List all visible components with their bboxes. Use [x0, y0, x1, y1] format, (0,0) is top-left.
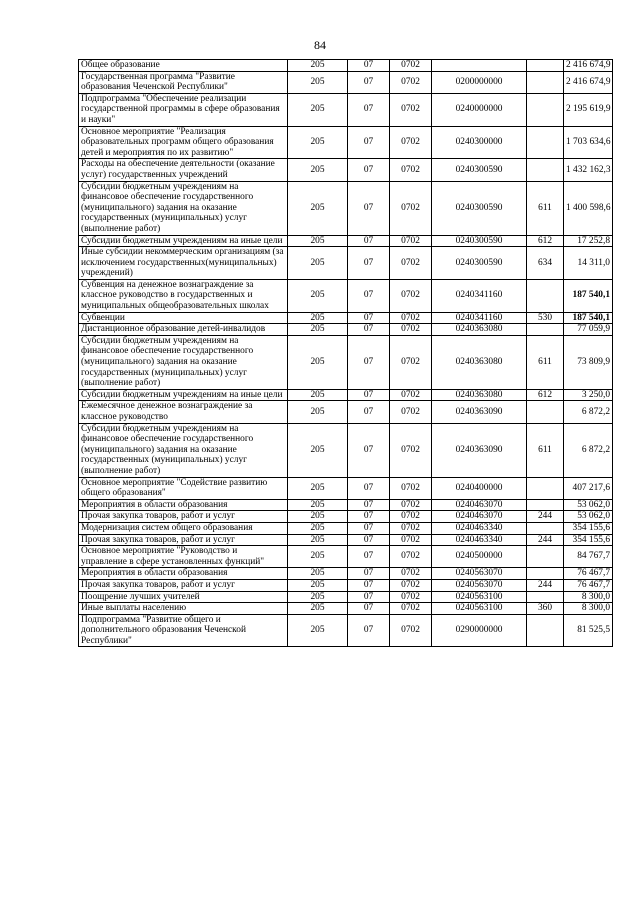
row-subsection-code: 0702	[390, 60, 432, 72]
row-department-code: 205	[288, 389, 348, 401]
row-section-code: 07	[348, 477, 390, 499]
row-name: Основное мероприятие "Руководство и управление в сфере установленных функций"	[79, 546, 288, 568]
row-expense-type: 244	[527, 579, 564, 591]
row-amount: 3 250,0	[564, 389, 613, 401]
row-name: Ежемесячное денежное вознаграждение за классное руководство	[79, 401, 288, 423]
row-subsection-code: 0702	[390, 477, 432, 499]
row-target-article: 0240300590	[432, 159, 527, 181]
row-department-code: 205	[288, 93, 348, 126]
row-department-code: 205	[288, 181, 348, 235]
row-target-article: 0240563070	[432, 579, 527, 591]
table-row	[79, 423, 613, 477]
row-amount: 354 155,6	[564, 522, 613, 534]
row-name: Государственная программа "Развитие образования Чеченской Республики"	[79, 71, 288, 93]
row-subsection-code: 0702	[390, 126, 432, 159]
row-amount: 187 540,1	[564, 312, 613, 324]
row-target-article: 0240563100	[432, 603, 527, 615]
row-name: Подпрограмма "Развитие общего и дополнительного образования Чеченской Республики"	[79, 614, 288, 647]
row-subsection-code: 0702	[390, 511, 432, 523]
row-subsection-code: 0702	[390, 579, 432, 591]
row-amount: 17 252,8	[564, 235, 613, 247]
row-amount: 84 767,7	[564, 546, 613, 568]
row-amount: 76 467,7	[564, 579, 613, 591]
row-name: Поощрение лучших учителей	[79, 591, 288, 603]
row-target-article: 0240363090	[432, 423, 527, 477]
row-subsection-code: 0702	[390, 568, 432, 580]
row-name: Прочая закупка товаров, работ и услуг	[79, 511, 288, 523]
row-amount: 1 400 598,6	[564, 181, 613, 235]
row-target-article: 0290000000	[432, 614, 527, 647]
row-expense-type	[527, 60, 564, 72]
row-subsection-code: 0702	[390, 181, 432, 235]
row-section-code: 07	[348, 614, 390, 647]
row-expense-type: 360	[527, 603, 564, 615]
row-section-code: 07	[348, 591, 390, 603]
row-department-code: 205	[288, 546, 348, 568]
row-subsection-code: 0702	[390, 235, 432, 247]
table-row	[79, 126, 613, 159]
table-row	[79, 279, 613, 312]
row-expense-type	[527, 126, 564, 159]
row-expense-type: 611	[527, 181, 564, 235]
row-amount: 1 432 162,3	[564, 159, 613, 181]
row-amount: 2 416 674,9	[564, 60, 613, 72]
table-row	[79, 181, 613, 235]
row-name: Субсидии бюджетным учреждениям на финансовое обеспечение государственного (муниципального) задания на оказание государственных (муниципальных) услуг (выполнение работ)	[79, 181, 288, 235]
row-target-article	[432, 60, 527, 72]
row-expense-type	[527, 591, 564, 603]
row-section-code: 07	[348, 423, 390, 477]
row-expense-type	[527, 159, 564, 181]
row-department-code: 205	[288, 159, 348, 181]
row-section-code: 07	[348, 235, 390, 247]
row-target-article: 0240300590	[432, 235, 527, 247]
row-amount: 73 809,9	[564, 335, 613, 389]
row-amount: 2 416 674,9	[564, 71, 613, 93]
row-name: Мероприятия в области образования	[79, 568, 288, 580]
row-department-code: 205	[288, 324, 348, 336]
row-department-code: 205	[288, 477, 348, 499]
row-department-code: 205	[288, 235, 348, 247]
row-expense-type	[527, 614, 564, 647]
row-section-code: 07	[348, 324, 390, 336]
table-row	[79, 93, 613, 126]
row-amount: 8 300,0	[564, 591, 613, 603]
row-subsection-code: 0702	[390, 423, 432, 477]
row-department-code: 205	[288, 335, 348, 389]
row-expense-type: 612	[527, 389, 564, 401]
row-department-code: 205	[288, 614, 348, 647]
row-name: Модернизация систем общего образования	[79, 522, 288, 534]
row-department-code: 205	[288, 126, 348, 159]
row-name: Расходы на обеспечение деятельности (оказание услуг) государственных учреждений	[79, 159, 288, 181]
row-section-code: 07	[348, 522, 390, 534]
row-subsection-code: 0702	[390, 159, 432, 181]
row-expense-type	[527, 324, 564, 336]
row-target-article: 0240463340	[432, 534, 527, 546]
row-target-article: 0240300590	[432, 181, 527, 235]
row-target-article: 0240563100	[432, 591, 527, 603]
row-name: Мероприятия в области образования	[79, 499, 288, 511]
row-section-code: 07	[348, 312, 390, 324]
row-expense-type	[527, 477, 564, 499]
row-expense-type: 612	[527, 235, 564, 247]
row-target-article: 0240363080	[432, 324, 527, 336]
row-amount: 53 062,0	[564, 499, 613, 511]
row-target-article: 0240363080	[432, 335, 527, 389]
row-amount: 407 217,6	[564, 477, 613, 499]
row-name: Иные субсидии некоммерческим организациям (за исключением государственных(муниципальных) учреждений)	[79, 247, 288, 280]
table-row	[79, 389, 613, 401]
row-target-article: 0240300590	[432, 247, 527, 280]
row-amount: 6 872,2	[564, 423, 613, 477]
row-department-code: 205	[288, 279, 348, 312]
row-department-code: 205	[288, 579, 348, 591]
row-subsection-code: 0702	[390, 71, 432, 93]
row-subsection-code: 0702	[390, 591, 432, 603]
table-row	[79, 312, 613, 324]
row-department-code: 205	[288, 60, 348, 72]
row-target-article: 0240500000	[432, 546, 527, 568]
row-target-article: 0240463070	[432, 499, 527, 511]
row-amount: 81 525,5	[564, 614, 613, 647]
table-row	[79, 60, 613, 72]
row-subsection-code: 0702	[390, 312, 432, 324]
row-section-code: 07	[348, 534, 390, 546]
row-section-code: 07	[348, 247, 390, 280]
row-subsection-code: 0702	[390, 247, 432, 280]
row-expense-type: 634	[527, 247, 564, 280]
row-subsection-code: 0702	[390, 324, 432, 336]
row-department-code: 205	[288, 401, 348, 423]
row-section-code: 07	[348, 159, 390, 181]
table-row	[79, 511, 613, 523]
row-name: Прочая закупка товаров, работ и услуг	[79, 534, 288, 546]
row-section-code: 07	[348, 579, 390, 591]
row-department-code: 205	[288, 603, 348, 615]
row-department-code: 205	[288, 591, 348, 603]
row-target-article: 0200000000	[432, 71, 527, 93]
row-subsection-code: 0702	[390, 279, 432, 312]
row-amount: 6 872,2	[564, 401, 613, 423]
row-section-code: 07	[348, 335, 390, 389]
table-row	[79, 579, 613, 591]
row-expense-type	[527, 279, 564, 312]
row-department-code: 205	[288, 522, 348, 534]
page-number: 84	[314, 38, 326, 52]
table-row	[79, 235, 613, 247]
row-subsection-code: 0702	[390, 93, 432, 126]
row-name: Основное мероприятие "Содействие развитию общего образования"	[79, 477, 288, 499]
row-section-code: 07	[348, 93, 390, 126]
row-department-code: 205	[288, 534, 348, 546]
row-expense-type	[527, 93, 564, 126]
budget-table	[78, 59, 613, 647]
row-target-article: 0240463340	[432, 522, 527, 534]
row-expense-type	[527, 522, 564, 534]
row-department-code: 205	[288, 71, 348, 93]
row-amount: 77 059,9	[564, 324, 613, 336]
row-name: Субвенция на денежное вознаграждение за классное руководство в государственных и муниципальных общеобразовательных школах	[79, 279, 288, 312]
table-row	[79, 534, 613, 546]
row-target-article: 0240300000	[432, 126, 527, 159]
table-row	[79, 159, 613, 181]
table-row	[79, 401, 613, 423]
row-section-code: 07	[348, 568, 390, 580]
row-target-article: 0240363080	[432, 389, 527, 401]
row-section-code: 07	[348, 279, 390, 312]
row-department-code: 205	[288, 423, 348, 477]
row-name: Субвенции	[79, 312, 288, 324]
row-subsection-code: 0702	[390, 534, 432, 546]
row-amount: 2 195 619,9	[564, 93, 613, 126]
row-subsection-code: 0702	[390, 546, 432, 568]
row-department-code: 205	[288, 312, 348, 324]
row-name: Общее образование	[79, 60, 288, 72]
row-section-code: 07	[348, 181, 390, 235]
row-name: Подпрограмма "Обеспечение реализации государственной программы в сфере образования и науки"	[79, 93, 288, 126]
row-amount: 8 300,0	[564, 603, 613, 615]
row-expense-type: 611	[527, 335, 564, 389]
row-section-code: 07	[348, 546, 390, 568]
table-row	[79, 71, 613, 93]
row-name: Субсидии бюджетным учреждениям на финансовое обеспечение государственного (муниципального) задания на оказание государственных (муниципальных) услуг (выполнение работ)	[79, 423, 288, 477]
row-amount: 53 062,0	[564, 511, 613, 523]
table-row	[79, 614, 613, 647]
row-subsection-code: 0702	[390, 401, 432, 423]
row-section-code: 07	[348, 499, 390, 511]
row-subsection-code: 0702	[390, 499, 432, 511]
row-name: Субсидии бюджетным учреждениям на финансовое обеспечение государственного (муниципального) задания на оказание государственных (муниципальных) услуг (выполнение работ)	[79, 335, 288, 389]
row-department-code: 205	[288, 499, 348, 511]
table-row	[79, 499, 613, 511]
row-section-code: 07	[348, 389, 390, 401]
row-section-code: 07	[348, 126, 390, 159]
row-subsection-code: 0702	[390, 335, 432, 389]
table-row	[79, 335, 613, 389]
row-target-article: 0240563070	[432, 568, 527, 580]
row-amount: 187 540,1	[564, 279, 613, 312]
row-section-code: 07	[348, 71, 390, 93]
row-target-article: 0240463070	[432, 511, 527, 523]
row-expense-type	[527, 568, 564, 580]
table-row	[79, 591, 613, 603]
row-name: Субсидии бюджетным учреждениям на иные цели	[79, 389, 288, 401]
row-section-code: 07	[348, 401, 390, 423]
row-expense-type	[527, 499, 564, 511]
table-row	[79, 603, 613, 615]
row-name: Основное мероприятие "Реализация образовательных программ общего образования детей и мероприятия по их развитию"	[79, 126, 288, 159]
row-expense-type	[527, 401, 564, 423]
row-expense-type	[527, 71, 564, 93]
row-name: Дистанционное образование детей-инвалидов	[79, 324, 288, 336]
row-target-article: 0240000000	[432, 93, 527, 126]
row-expense-type: 244	[527, 511, 564, 523]
row-section-code: 07	[348, 511, 390, 523]
row-department-code: 205	[288, 247, 348, 280]
row-section-code: 07	[348, 603, 390, 615]
row-subsection-code: 0702	[390, 603, 432, 615]
row-amount: 354 155,6	[564, 534, 613, 546]
row-target-article: 0240341160	[432, 312, 527, 324]
table-row	[79, 568, 613, 580]
row-subsection-code: 0702	[390, 614, 432, 647]
table-row	[79, 522, 613, 534]
row-name: Иные выплаты населению	[79, 603, 288, 615]
row-expense-type	[527, 546, 564, 568]
row-amount: 1 703 634,6	[564, 126, 613, 159]
row-target-article: 0240341160	[432, 279, 527, 312]
row-department-code: 205	[288, 568, 348, 580]
row-expense-type: 244	[527, 534, 564, 546]
table-row	[79, 546, 613, 568]
row-amount: 76 467,7	[564, 568, 613, 580]
row-section-code: 07	[348, 60, 390, 72]
row-subsection-code: 0702	[390, 522, 432, 534]
table-row	[79, 247, 613, 280]
table-row	[79, 324, 613, 336]
row-amount: 14 311,0	[564, 247, 613, 280]
row-department-code: 205	[288, 511, 348, 523]
row-name: Субсидии бюджетным учреждениям на иные цели	[79, 235, 288, 247]
row-target-article: 0240400000	[432, 477, 527, 499]
row-subsection-code: 0702	[390, 389, 432, 401]
row-name: Прочая закупка товаров, работ и услуг	[79, 579, 288, 591]
row-target-article: 0240363090	[432, 401, 527, 423]
table-row	[79, 477, 613, 499]
row-expense-type: 530	[527, 312, 564, 324]
row-expense-type: 611	[527, 423, 564, 477]
